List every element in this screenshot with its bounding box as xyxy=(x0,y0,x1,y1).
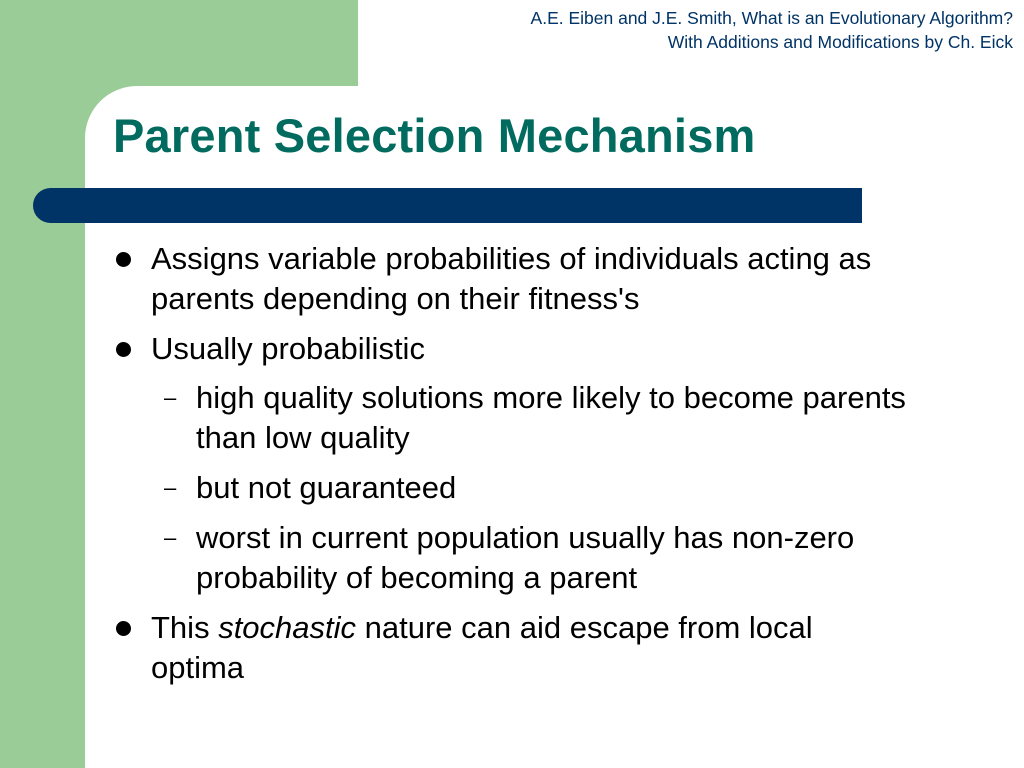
subbullet-3-line-2: probability of becoming a parent xyxy=(196,560,638,595)
dash-marker: – xyxy=(164,525,177,550)
bullet-2-line-1: Usually probabilistic xyxy=(151,331,425,366)
bullet-1-line-2: parents depending on their fitness's xyxy=(151,281,640,316)
subbullet-1-line-2: than low quality xyxy=(196,420,410,455)
bullet-3-text-before: This xyxy=(151,610,219,645)
slide-title: Parent Selection Mechanism xyxy=(113,109,756,162)
dash-marker: – xyxy=(164,475,177,500)
subbullet-2-line-1: but not guaranteed xyxy=(196,470,457,505)
bullet-3-emphasis: stochastic xyxy=(218,610,357,645)
bullet-dot xyxy=(116,621,131,636)
subbullet-3-line-1: worst in current population usually has non-zero xyxy=(196,520,855,555)
credit-line-1: A.E. Eiben and J.E. Smith, What is an Evolutionary Algorithm? xyxy=(530,8,1013,28)
dash-marker: – xyxy=(164,385,177,410)
bullet-dot xyxy=(116,252,131,267)
bullet-dot xyxy=(116,342,131,357)
subbullet-1-line-1: high quality solutions more likely to become parents xyxy=(196,380,906,415)
bullet-3-line-1 xyxy=(151,608,813,648)
bullet-1-line-1: Assigns variable probabilities of individuals acting as xyxy=(151,241,872,276)
bullet-3-text-after: nature can aid escape from local xyxy=(356,610,813,645)
credit-line-2: With Additions and Modifications by Ch. Eick xyxy=(667,32,1013,52)
bullet-3-line-2: optima xyxy=(151,650,245,685)
